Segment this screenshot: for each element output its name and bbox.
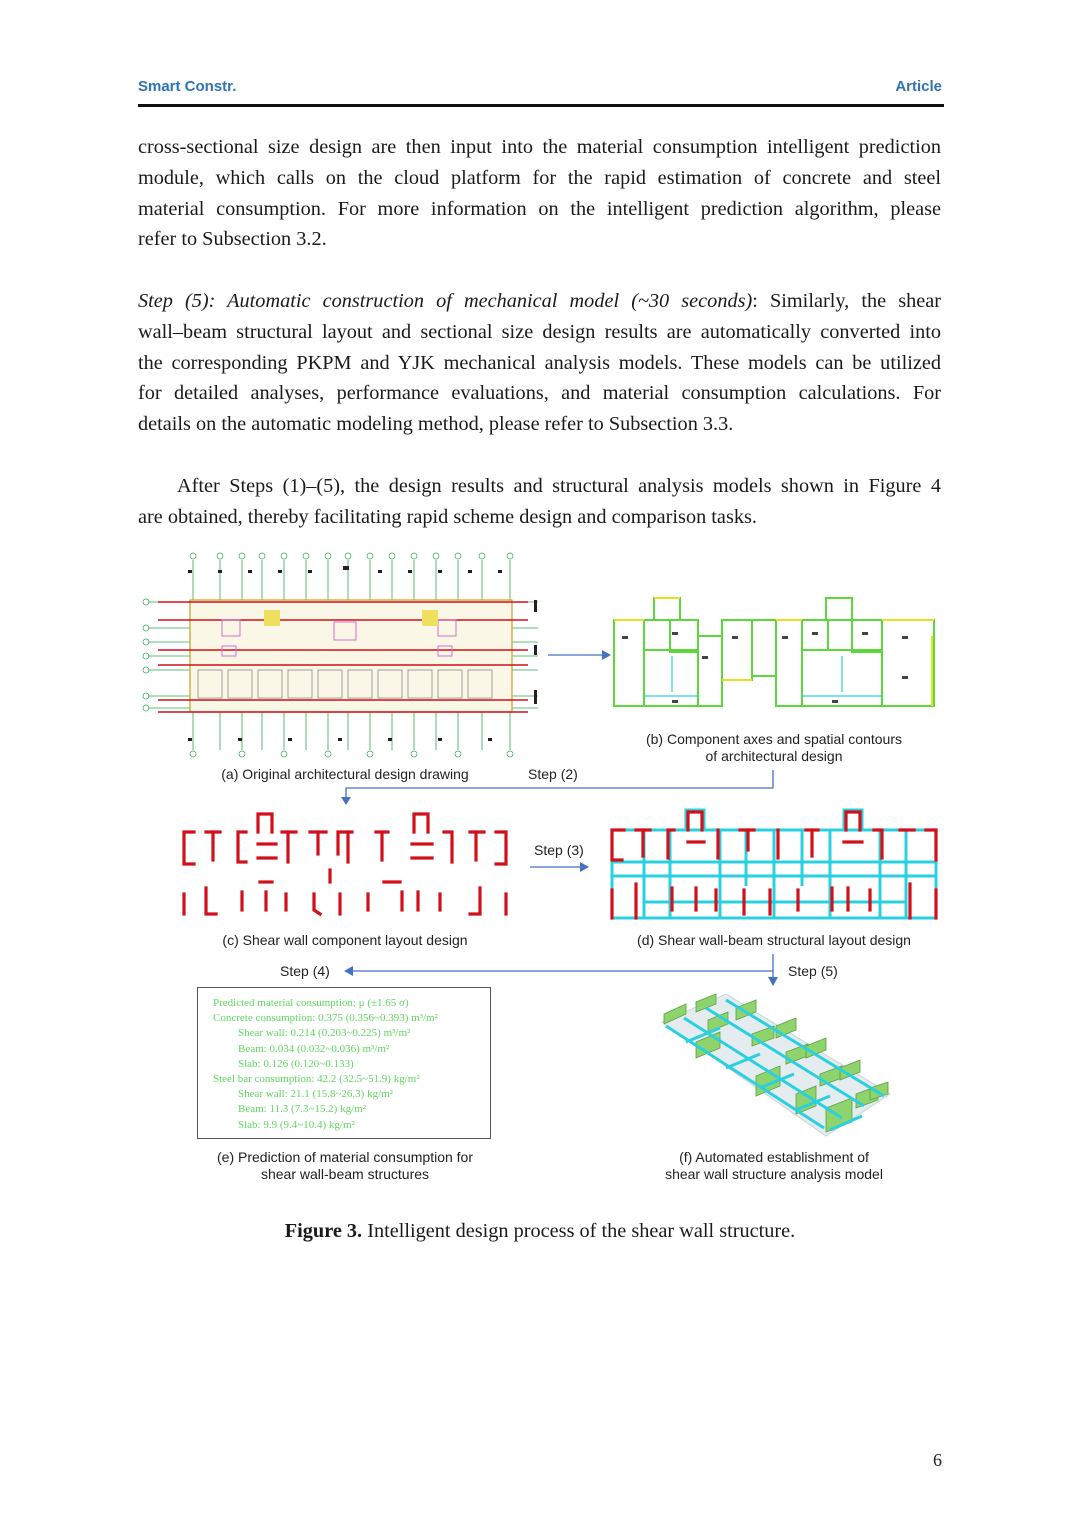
step2-label: Step (2) (528, 766, 578, 782)
text-line: material consumption. For more information on the intelligent prediction algorithm, please (138, 197, 941, 220)
page-number: 6 (933, 1450, 942, 1470)
caption-a: (a) Original architectural design drawing (221, 766, 469, 782)
prediction-box (197, 987, 491, 1139)
step5-label: Step (5) (788, 963, 838, 979)
paragraph-1 (138, 132, 941, 255)
text-line: are obtained, thereby facilitating rapid scheme design and comparison tasks. (138, 505, 757, 528)
step3-label: Step (3) (534, 842, 584, 858)
article-type: Article (895, 78, 942, 95)
figure-label: Figure 3. (284, 1220, 363, 1242)
paragraph-2 (138, 286, 941, 440)
caption-b-line1: (b) Component axes and spatial contours (645, 731, 903, 747)
caption-b-line2: of architectural design (705, 748, 843, 764)
caption-d: (d) Shear wall-beam structural layout design (637, 932, 911, 948)
step5-heading: Step (5): Automatic construction of mechanical model (~30 seconds) (138, 290, 753, 312)
architectural-drawing (138, 550, 548, 760)
shear-wall-layout (180, 810, 510, 920)
text-line: module, which calls on the cloud platform for the rapid estimation of concrete and steel (138, 166, 941, 189)
caption-e-line2: shear wall-beam structures (260, 1166, 430, 1182)
text-span: : Similarly, the shear (752, 290, 941, 312)
caption-f-line2: shear wall structure analysis model (665, 1166, 883, 1182)
caption-f-line1: (f) Automated establishment of (679, 1149, 869, 1165)
text-line: refer to Subsection 3.2. (138, 228, 327, 251)
contour-drawing (612, 596, 938, 714)
arrow-c-to-d (530, 860, 590, 874)
caption-c: (c) Shear wall component layout design (222, 932, 468, 948)
figure-caption (0, 1220, 1080, 1243)
concrete-beam: Beam: 0.034 (0.032~0.036) m³/m² (238, 1042, 390, 1055)
prediction-title: Predicted material consumption: μ (±1.65 σ) (213, 997, 409, 1009)
structure-3d-model (656, 990, 894, 1140)
arrow-a-to-b (548, 648, 612, 662)
steel-total: Steel bar consumption: 42.2 (32.5~51.9) kg/m² (213, 1073, 420, 1086)
figure-caption-text: Intelligent design process of the shear wall structure. (362, 1220, 796, 1242)
text-line: details on the automatic modeling method, please refer to Subsection 3.3. (138, 413, 734, 436)
text-line: wall–beam structural layout and sectional size design results are automatically converted into (138, 320, 941, 343)
connector-step2 (338, 768, 778, 808)
header-rule (138, 104, 944, 107)
text-line (138, 286, 941, 317)
steel-beam: Beam: 11.3 (7.3~15.2) kg/m² (238, 1103, 366, 1116)
caption-e-line1: (e) Prediction of material consumption for (217, 1149, 473, 1165)
connector-step4-step5 (338, 954, 783, 990)
text-line: the corresponding PKPM and YJK mechanical analysis models. These models can be utilized (138, 351, 941, 374)
concrete-total: Concrete consumption: 0.375 (0.356~0.393) m³/m² (213, 1012, 438, 1025)
concrete-slab: Slab: 0.126 (0.120~0.133) (238, 1057, 354, 1070)
paragraph-3 (138, 471, 941, 533)
shear-wall-beam-layout (608, 806, 940, 924)
steel-wall: Shear wall: 21.1 (15.8~26.3) kg/m² (238, 1088, 393, 1101)
text-line: for detailed analyses, performance evaluations, and material consumption calculations. For (138, 382, 941, 405)
caption-e (196, 1149, 494, 1183)
steel-slab: Slab: 9.9 (9.4~10.4) kg/m² (238, 1118, 355, 1131)
text-line: cross-sectional size design are then input into the material consumption intelligent prediction (138, 136, 941, 158)
caption-b (612, 731, 936, 765)
caption-f (612, 1149, 936, 1183)
step4-label: Step (4) (280, 963, 330, 979)
journal-name: Smart Constr. (138, 78, 237, 95)
text-line: After Steps (1)–(5), the design results and structural analysis models shown in Figure 4 (177, 475, 941, 497)
concrete-wall: Shear wall: 0.214 (0.203~0.225) m³/m² (238, 1027, 411, 1040)
